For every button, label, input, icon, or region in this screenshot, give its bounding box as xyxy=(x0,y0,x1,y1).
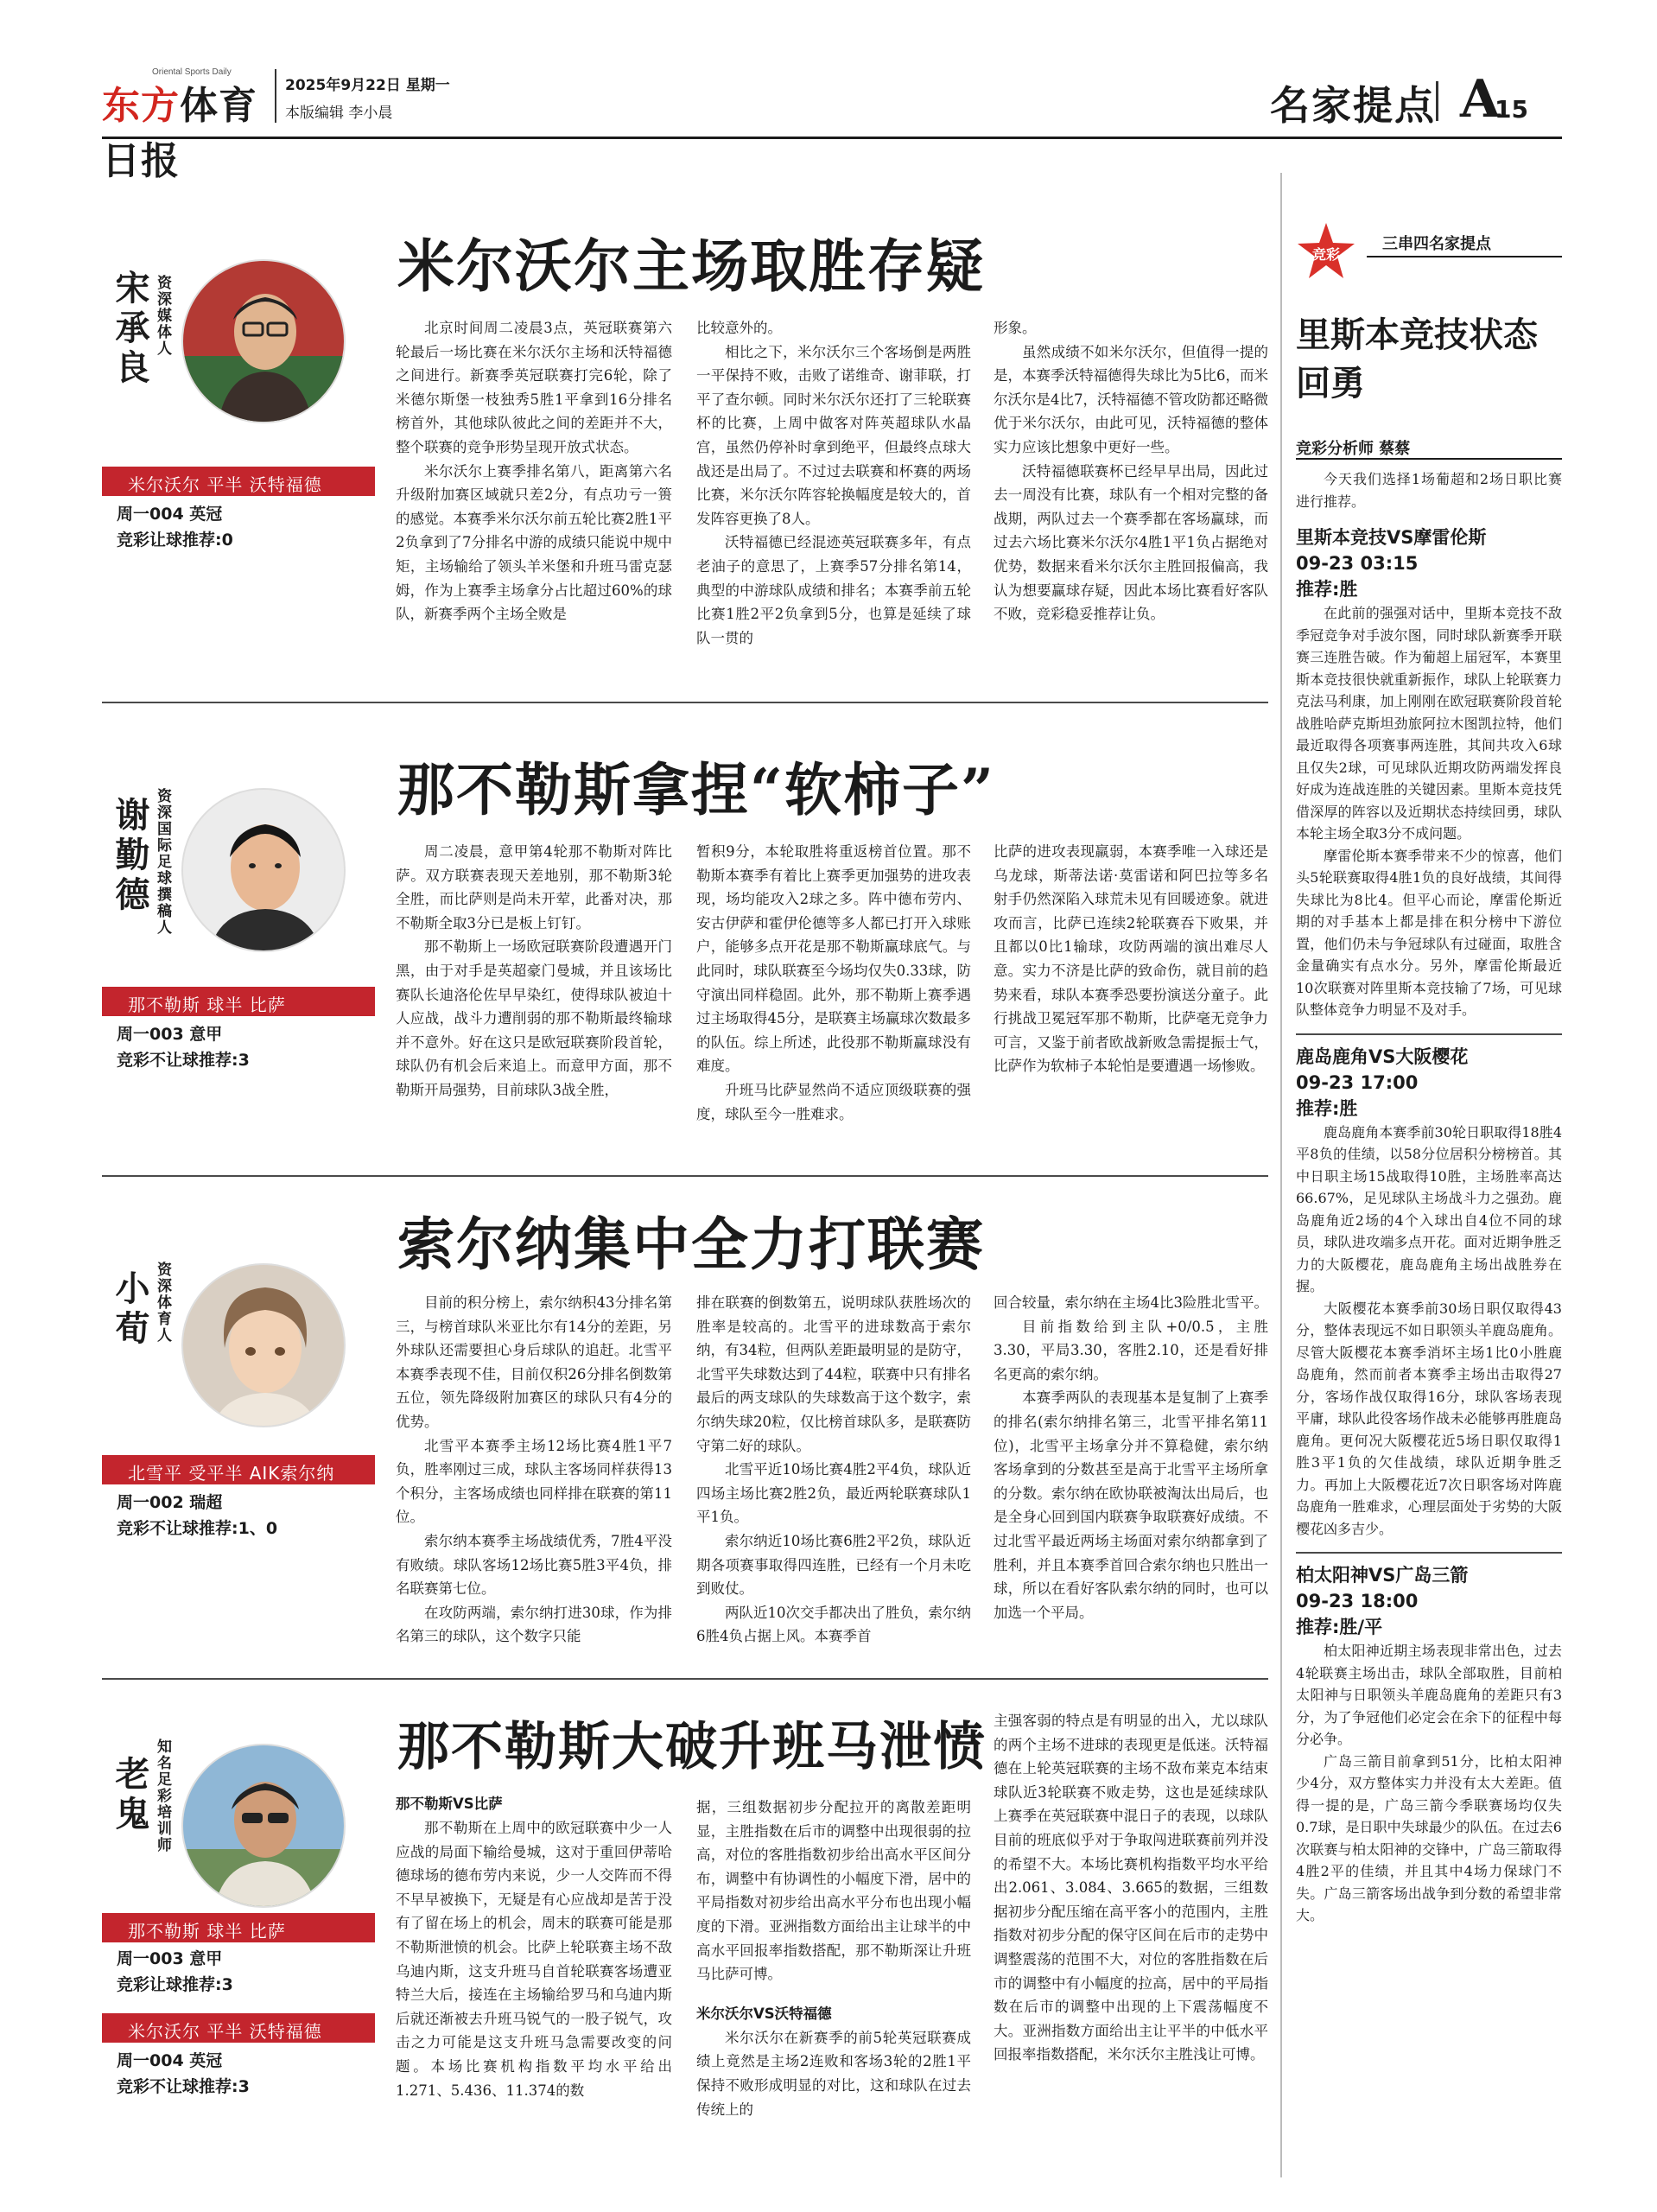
paragraph: 柏太阳神近期主场表现非常出色，过去4轮联赛主场出击，球队全部取胜，目前柏太阳神与日职领头羊鹿岛鹿角的差距只有3分，为了争冠他们必定会在余下的征程中每分必争。 xyxy=(1296,1643,1562,1747)
paragraph: 大阪樱花本赛季前30场日职仅取得43分，整体表现远不如日职领头羊鹿岛鹿角。尽管大阪樱花本赛季消坏主场1比0小胜鹿岛鹿角，然而前者本赛季主场出击取得27分，客场作战仅取得16分，球队客场表现平庸，球队此役客场作战未必能够再胜鹿岛鹿角。更何况大阪樱花近5场日职仅取得1胜3平1负的欠佳战绩，球队近期争胜乏力。再加上大阪樱花近7次日职客场对阵鹿岛鹿角一胜难求，心理层面处于劣势的大阪樱花凶多吉少。 xyxy=(1296,1300,1562,1537)
article-headline: 索尔纳集中全力打联赛 xyxy=(397,1211,985,1278)
paragraph: 排在联赛的倒数第五，说明球队获胜场次的胜率是较高的。北雪平的进球数高于索尔纳，有34粒，但两队差距最明显的是防守，北雪平失球数达到了44粒，联赛中只有排名最后的两支球队的失球数高于这个数字，索尔纳失球20粒，仅比榜首球队多，是联赛防守第二好的球队。 xyxy=(696,1294,971,1454)
article-column xyxy=(696,840,971,1185)
sidebar-body xyxy=(1296,468,1562,2162)
paragraph: 北京时间周二凌晨3点，英冠联赛第六轮最后一场比赛在米尔沃尔主场和沃特福德之间进行。新赛季英冠联赛打完6轮，除了米德尔斯堡一枝独秀5胜1平拿到16分排名榜首外，其他球队彼此之间的差距并不大，整个联赛的竞争形势呈现开放式状态。 xyxy=(396,320,672,455)
paragraph: 北雪平本赛季主场12场比赛4胜1平7负，胜率刚过三成，球队主客场同样获得13个积分，主客场成绩也同样排在联赛的第11位。 xyxy=(396,1437,672,1526)
author-avatar xyxy=(181,1263,346,1427)
sidebar-intro: 今天我们选择1场葡超和2场日职比赛进行推荐。 xyxy=(1296,471,1562,510)
sidebar-match-time: 09-23 18:00 xyxy=(1296,1591,1419,1611)
match-tag: 米尔沃尔 平半 沃特福德 xyxy=(102,467,375,496)
logo-brand-b: 体育日报 xyxy=(102,84,257,183)
author-title: 资深媒体人 xyxy=(154,275,171,357)
author-name: 小荀 xyxy=(110,1270,149,1350)
sidebar-match-title: 柏太阳神VS广岛三箭 xyxy=(1296,1565,1469,1586)
article-column xyxy=(396,840,672,1185)
article-column xyxy=(396,1792,672,2172)
sidebar-separator xyxy=(1296,1033,1562,1035)
match-code: 周一002 瑞超 xyxy=(117,1493,223,1512)
match-tag: 那不勒斯 球半 比萨 xyxy=(102,987,375,1016)
page-number: 15 xyxy=(1495,95,1528,124)
paragraph: 暂积9分，本轮取胜将重返榜首位置。那不勒斯本赛季有着比上赛季更加强势的进攻表现，场均能攻入2球之多。阵中德布劳内、安古伊萨和霍伊伦德等多人都已打开入球账户，能够多点开花是那不勒斯赢球底气。与此同时，球队联赛至今场均仅失0.33球，防守演出同样稳固。此外，那不勒斯上赛季遇过主场取得45分，是联赛主场赢球次数最多的队伍。综上所述，此役那不勒斯赢球没有难度。 xyxy=(696,843,971,1075)
paragraph: 沃特福德已经混迹英冠联赛多年，有点老油子的意思了，上赛季57分排名第14，典型的中游球队成绩和排名；本赛季前五轮比赛1胜2平2负拿到5分，也算是延续了球队一贯的 xyxy=(696,534,971,646)
article-headline: 那不勒斯大破升班马泄愤 xyxy=(397,1717,987,1777)
article-column xyxy=(994,1709,1268,2176)
match-code: 周一004 英冠 xyxy=(117,2051,223,2070)
paragraph: 摩雷伦斯本赛季带来不少的惊喜，他们头5轮联赛取得4胜1负的良好战绩，其间得失球比为8比4。但平心而论，摩雷伦斯近期的对手基本上都是排在积分榜中下游位置，他们仍未与争冠球队有过碰面，取胜含金量确实有点水分。另外，摩雷伦斯最近10次联赛对阵里斯本竞技输了7场，可见球队整体竞争力明显不及对手。 xyxy=(1296,847,1562,1018)
paragraph: 目前的积分榜上，索尔纳积43分排名第三，与榜首球队米亚比尔有14分的差距，另外球队还需要担心身后球队的追赶。北雪平本赛季表现不佳，目前仅积26分排名倒数第五位，领先降级附加赛区的球队只有4分的优势。 xyxy=(396,1294,672,1430)
paragraph: 索尔纳本赛季主场战绩优秀，7胜4平没有败绩。球队客场12场比赛5胜3平4负，排名联赛第七位。 xyxy=(396,1532,672,1598)
page-letter: A xyxy=(1460,69,1501,130)
sidebar-match-time: 09-23 03:15 xyxy=(1296,553,1419,574)
author-name: 老鬼 xyxy=(110,1756,149,1835)
paragraph: 那不勒斯上一场欧冠联赛阶段遭遇开门黑，由于对手是英超豪门曼城，并且该场比赛队长迪洛伦佐早早染红，使得球队被迫十人应战，战斗力遭削弱的那不勒斯最终输球并不意外。好在这只是欧冠联赛阶段首轮，球队仍有机会后来追上。而意甲方面，那不勒斯开局强势，目前球队3战全胜， xyxy=(396,938,672,1098)
paragraph: 北雪平近10场比赛4胜2平4负，球队近四场主场比赛2胜2负，最近两轮联赛球队1平1负。 xyxy=(696,1461,971,1526)
article-column xyxy=(396,316,672,662)
newspaper-logo xyxy=(102,62,275,183)
section-rule xyxy=(102,1678,1268,1680)
sidebar-match-pick: 推荐:胜 xyxy=(1296,579,1358,600)
paragraph: 索尔纳近10场比赛6胜2平2负，球队近期各项赛事取得四连胜，已经有一个月未吃到败仗。 xyxy=(696,1532,971,1598)
logo-brand-a: 东方 xyxy=(102,84,180,128)
match-pick: 竞彩让球推荐:0 xyxy=(117,531,233,550)
author-name: 宋承良 xyxy=(110,270,149,389)
article-column xyxy=(994,840,1268,1185)
article-column xyxy=(696,1796,971,2176)
match-tag: 米尔沃尔 平半 沃特福德 xyxy=(102,2013,375,2043)
section-rule xyxy=(102,1175,1268,1177)
author-avatar xyxy=(181,788,346,952)
paragraph: 虽然成绩不如米尔沃尔，但值得一提的是，本赛季沃特福德得失球比为5比6，而米尔沃尔是4比7，沃特福德不管攻防都还略微优于米尔沃尔，由此可见，沃特福德的整体实力应该比想象中更好一些。 xyxy=(994,343,1268,455)
logo-english: Oriental Sports Daily xyxy=(152,67,232,77)
paragraph: 广岛三箭目前拿到51分，比柏太阳神少4分，双方整体实力并没有太大差距。值得一提的是，广岛三箭今季联赛场均仅失0.7球，是日职中失球最少的队伍。在过去6次联赛与柏太阳神的交锋中，广岛三箭取得4胜2平的佳绩，并且其中4场力保球门不失。广岛三箭客场出战争到分数的希望非常大。 xyxy=(1296,1752,1562,1923)
paragraph: 回合较量，索尔纳在主场4比3险胜北雪平。 xyxy=(994,1294,1268,1311)
article-column xyxy=(396,1291,672,1654)
paragraph: 米尔沃尔上赛季排名第八，距离第六名升级附加赛区域就只差2分，有点功亏一篑的感觉。本赛季米尔沃尔前五轮比赛2胜1平2负拿到了7分排名中游的成绩只能说中规中矩，主场输给了领头羊米堡和升班马雷克瑟姆，作为上赛季主场拿分占比超过60%的球队，新赛季两个主场全败是 xyxy=(396,462,672,623)
paragraph: 相比之下，米尔沃尔三个客场倒是两胜一平保持不败，击败了诺维奇、谢菲联，打平了查尔顿。同时米尔沃尔还打了三轮联赛杯的比赛，上周中做客对阵英超球队水晶宫，虽然仍停补时拿到绝平，但最终点球大战还是出局了。不过过去联赛和杯赛的两场比赛，米尔沃尔阵容轮换幅度是较大的，首发阵容更换了8人。 xyxy=(696,343,971,527)
paragraph: 形象。 xyxy=(994,320,1037,336)
match-code: 周一003 意甲 xyxy=(117,1025,223,1044)
subheading: 那不勒斯VS比萨 xyxy=(396,1796,503,1812)
sidebar-author: 竞彩分析师 蔡蔡 xyxy=(1296,440,1411,458)
star-badge-text: 竞彩 xyxy=(1311,246,1341,263)
paragraph: 米尔沃尔在新赛季的前5轮英冠联赛成绩上竟然是主场2连败和客场3轮的2胜1平保持不败形成明显的对比，这和球队在过去传统上的 xyxy=(696,2029,971,2118)
paragraph: 升班马比萨显然尚不适应顶级联赛的强度，球队至今一胜难求。 xyxy=(696,1081,971,1122)
match-pick: 竞彩不让球推荐:3 xyxy=(117,1051,250,1070)
author-avatar xyxy=(181,1744,346,1908)
match-tag: 那不勒斯 球半 比萨 xyxy=(102,1913,375,1942)
article-column xyxy=(994,1291,1268,1654)
sidebar-match-title: 鹿岛鹿角VS大阪樱花 xyxy=(1296,1046,1469,1067)
match-code: 周一004 英冠 xyxy=(117,505,223,524)
paragraph: 据，三组数据初步分配拉开的离散差距明显，主胜指数在后市的调整中出现很弱的拉高，对位的客胜指数初步给出高水平区间分布，调整中有协调性的小幅度下滑，居中的平局指数对初步给出高水平分布也出现小幅度的下滑。亚洲指数方面给出主让球半的中高水平回报率指数搭配，那不勒斯深让升班马比萨可博。 xyxy=(696,1799,971,1983)
paragraph: 比萨的进攻表现羸弱，本赛季唯一入球还是乌龙球，斯蒂法诺·莫雷诺和阿巴拉等多名射手仍然深陷入球荒未见有回暖迹象。就进攻而言，比萨已连续2轮联赛吞下败果，并且都以0比1输球，攻防两端的演出难尽人意。实力不济是比萨的致命伤，就目前的趋势来看，球队本赛季恐要扮演送分童子。此行挑战卫冕冠军那不勒斯，比萨毫无竞争力可言，又鉴于前者欧战新败急需提振士气，比萨作为软柿子本轮怕是要遭遇一场惨败。 xyxy=(994,843,1268,1075)
section-divider xyxy=(1436,81,1438,121)
masthead-divider xyxy=(275,69,276,123)
sidebar-label: 三串四名家提点 xyxy=(1382,235,1491,253)
sidebar-author-rule xyxy=(1296,458,1562,460)
author-avatar xyxy=(181,259,346,423)
section-title: 名家提点 xyxy=(1270,82,1436,129)
paragraph: 在此前的强强对话中，里斯本竞技不敌季冠竞争对手波尔图，同时球队新赛季开联赛三连胜告破。作为葡超上届冠军，本赛里斯本竞技很快就重新振作，球队上轮联赛力克法马利康，加上刚刚在欧冠联赛阶段首轮战胜哈萨克斯坦劲旅阿拉木图凯拉特，他们最近取得各项赛事两连胜，其间共攻入6球且仅失2球，可见球队近期攻防两端发挥良好成为连战连胜的关键因素。里斯本竞技凭借深厚的阵容以及近期状态持续回勇，球队本轮主场全取3分不成问题。 xyxy=(1296,605,1562,842)
article-column xyxy=(696,1291,971,1654)
paragraph: 两队近10次交手都决出了胜负，索尔纳6胜4负占据上风。本赛季首 xyxy=(696,1604,971,1645)
star-badge-icon xyxy=(1296,221,1356,282)
paragraph: 那不勒斯在上周中的欧冠联赛中少一人应战的局面下输给曼城，这对于重回伊蒂哈德球场的德布劳内来说，少一人交阵而不得不早早被换下，无疑是有心应战却是苦于没有了留在场上的机会，周末的联赛可能是那不勒斯泄愤的机会。比萨上轮联赛主场不敌乌迪内斯，这支升班马自首轮联赛客场遭亚特兰大后，接连在主场输给罗马和乌迪内斯后就还渐被去升班马锐气的一股子锐气，攻击之力可能是这支升班马急需要改变的问题。本场比赛机构指数平均水平给出1.271、5.436、11.374的数 xyxy=(396,1820,672,2099)
match-code: 周一003 意甲 xyxy=(117,1949,223,1968)
author-title: 知名足彩培训师 xyxy=(154,1738,171,1853)
article-headline: 米尔沃尔主场取胜存疑 xyxy=(397,232,985,300)
page-editor: 本版编辑 李小晨 xyxy=(285,105,393,122)
sidebar-match-title: 里斯本竞技VS摩雷伦斯 xyxy=(1296,527,1487,548)
match-pick: 竞彩不让球推荐:3 xyxy=(117,2077,250,2096)
sidebar-match-pick: 推荐:胜/平 xyxy=(1296,1617,1383,1637)
paragraph: 周二凌晨，意甲第4轮那不勒斯对阵比萨。双方联赛表现天差地别，那不勒斯3轮全胜，而比萨则是尚未开荤，此番对决，那不勒斯全取3分已是板上钉钉。 xyxy=(396,843,672,931)
sidebar-separator xyxy=(1296,1552,1562,1554)
masthead-rule xyxy=(102,137,1562,139)
author-title: 资深体育人 xyxy=(154,1262,171,1344)
match-pick: 竞彩不让球推荐:1、0 xyxy=(117,1519,278,1538)
sidebar-match-time: 09-23 17:00 xyxy=(1296,1071,1419,1093)
section-rule xyxy=(102,702,1268,703)
paragraph: 目前指数给到主队+0/0.5，主胜3.30，平局3.30，客胜2.10，还是看好排名更高的索尔纳。 xyxy=(994,1318,1268,1382)
author-name: 谢勤德 xyxy=(110,797,149,916)
paragraph: 沃特福德联赛杯已经早早出局，因此过去一周没有比赛，球队有一个相对完整的备战期，两队过去一个赛季都在客场赢球，而过去六场比赛米尔沃尔4胜1平1负占据绝对优势，数据来看米尔沃尔主胜回报偏高，我认为想要赢球存疑，因此本场比赛看好客队不败，竞彩稳妥推荐让负。 xyxy=(994,462,1268,623)
match-pick: 竞彩让球推荐:3 xyxy=(117,1975,233,1994)
article-column xyxy=(696,316,971,662)
article-column xyxy=(994,316,1268,662)
author-title: 资深国际足球撰稿人 xyxy=(154,788,171,936)
sidebar-label-rule xyxy=(1367,256,1562,257)
sidebar-headline: 里斯本竞技状态回勇 xyxy=(1296,315,1538,404)
sidebar-match-pick: 推荐:胜 xyxy=(1296,1097,1358,1119)
subheading: 米尔沃尔VS沃特福德 xyxy=(696,2005,832,2022)
column-divider xyxy=(1280,173,1282,2177)
paragraph: 本赛季两队的表现基本是复制了上赛季的排名(索尔纳排名第三，北雪平排名第11位)，北雪平主场拿分并不算稳健，索尔纳客场拿到的分数甚至是高于北雪平主场所拿的分数。索尔纳在欧协联被淘汰出局后，也是全身心回到国内联赛争取联赛好成绩。不过北雪平最近两场主场面对索尔纳都拿到了胜利，并且本赛季首回合索尔纳也只胜出一球，所以在看好客队索尔纳的同时，也可以加选一个平局。 xyxy=(994,1389,1268,1621)
paragraph: 比较意外的。 xyxy=(696,320,782,336)
paragraph: 主强客弱的特点是有明显的出入，尤以球队的两个主场不进球的表现更是低迷。沃特福德在上轮英冠联赛的主场不敌布莱克本结束球队近3轮联赛不败走势，这也是延续球队上赛季在英冠联赛中混日子的表现，以球队目前的班底似乎对于争取闯进联赛前列并没的希望不大。本场比赛机构指数平均水平给出2.061、3.084、3.665的数据，三组数据初步分配压缩在高平客小的范围内，主胜指数对初步分配的保守区间在后市的走势中调整震荡的范围不大，对位的客胜指数在后市的调整中有小幅度的拉高，居中的平局指数在后市的调整中出现的上下震荡幅度不大。亚洲指数方面给出主让平半的中低水平回报率指数搭配，米尔沃尔主胜浅让可博。 xyxy=(994,1713,1268,2063)
paragraph: 在攻防两端，索尔纳打进30球，作为排名第三的球队，这个数字只能 xyxy=(396,1604,672,1645)
match-tag: 北雪平 受平半 AIK索尔纳 xyxy=(102,1455,375,1484)
issue-date: 2025年9月22日 星期一 xyxy=(285,77,450,94)
article-headline: 那不勒斯拿捏“软柿子” xyxy=(397,756,995,823)
paragraph: 鹿岛鹿角本赛季前30轮日职取得18胜4平8负的佳绩，以58分位居积分榜榜首。其中日职主场15战取得10胜，主场胜率高达66.67%，足见球队主场战斗力之强劲。鹿岛鹿角近2场的4个入球出自4位不同的球员，球队进攻端多点开花。面对近期争胜乏力的大阪樱花，鹿岛鹿角主场出战胜券在握。 xyxy=(1296,1123,1562,1294)
